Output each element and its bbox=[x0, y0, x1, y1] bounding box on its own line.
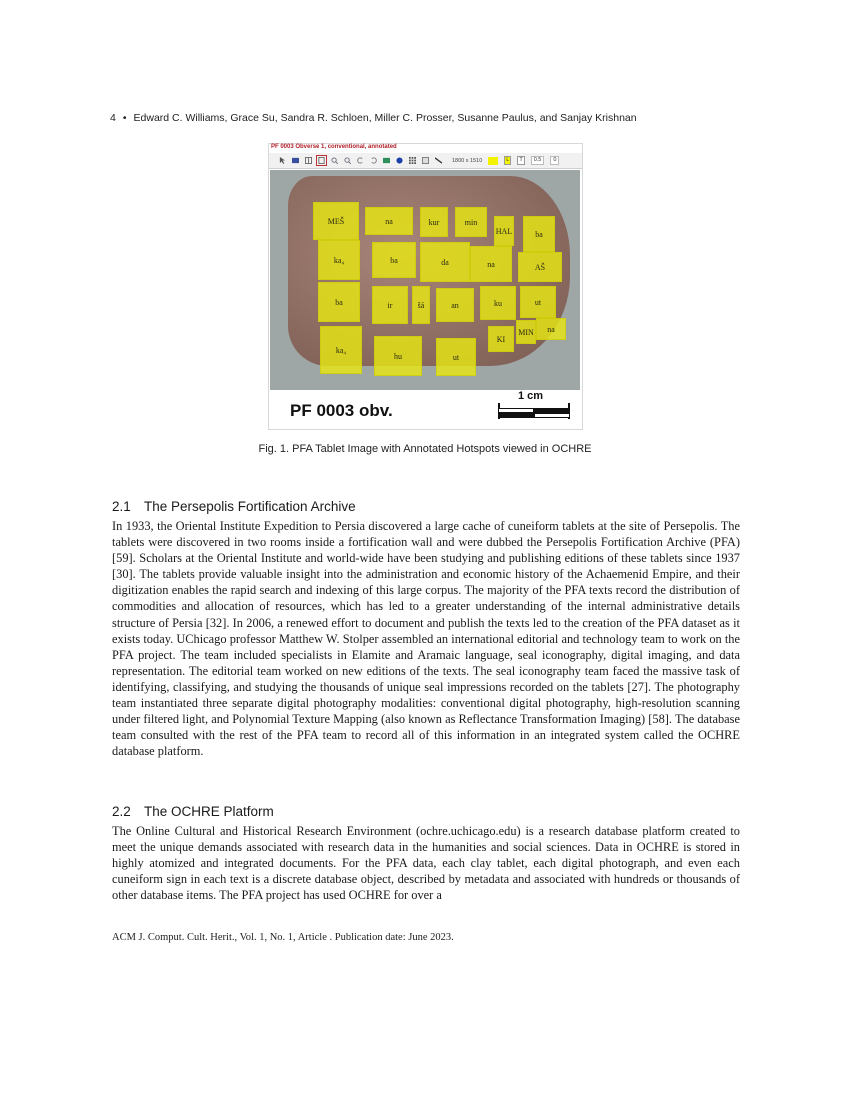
sign-hotspot[interactable]: na bbox=[470, 246, 512, 282]
sign-hotspot[interactable]: ku bbox=[480, 286, 516, 320]
info-icon[interactable] bbox=[396, 157, 403, 164]
section-heading-2-2 bbox=[112, 804, 274, 819]
separator: • bbox=[122, 112, 127, 124]
viewer-title: PF 0003 Obverse 1, conventional, annotated bbox=[271, 144, 397, 150]
tablet-id-label: PF 0003 obv. bbox=[290, 401, 393, 420]
sign-hotspot[interactable]: ka₄ bbox=[320, 326, 362, 374]
sign-hotspot[interactable]: AŠ bbox=[518, 252, 562, 282]
sign-hotspot[interactable]: HAL bbox=[494, 216, 514, 246]
sign-hotspot[interactable]: da bbox=[420, 242, 470, 282]
sign-hotspot[interactable]: ba bbox=[318, 282, 360, 322]
pointer-icon[interactable] bbox=[279, 157, 286, 164]
image-dimensions: 1800 x 1510 bbox=[452, 157, 483, 164]
save-icon[interactable] bbox=[422, 157, 429, 164]
sign-hotspot[interactable]: an bbox=[436, 288, 474, 322]
dots-grid-icon[interactable] bbox=[409, 157, 416, 164]
sign-hotspot[interactable]: ut bbox=[436, 338, 476, 376]
grid-view-icon[interactable] bbox=[305, 157, 312, 164]
highlight-color-swatch[interactable] bbox=[488, 157, 498, 165]
scale-bar bbox=[498, 403, 570, 419]
opacity-stepper[interactable]: 0.5 bbox=[531, 156, 545, 165]
sign-hotspot[interactable]: ir bbox=[372, 286, 408, 324]
sign-hotspot[interactable]: kur bbox=[420, 207, 448, 237]
tablet-photo bbox=[270, 170, 580, 390]
author-list: Edward C. Williams, Grace Su, Sandra R. Schloen, Miller C. Prosser, Susanne Paulus, and Sanjay Krishnan bbox=[133, 112, 637, 124]
sign-hotspot[interactable]: hu bbox=[374, 336, 422, 376]
toggle-text-button[interactable]: T bbox=[519, 157, 523, 163]
sign-hotspot[interactable]: ka₄ bbox=[318, 240, 360, 280]
sign-hotspot[interactable]: na bbox=[536, 318, 566, 340]
rotate-left-icon[interactable] bbox=[357, 157, 364, 164]
section-title: The Persepolis Fortification Archive bbox=[144, 499, 356, 514]
section-heading-2-1 bbox=[112, 499, 356, 514]
sign-hotspot[interactable]: MIN bbox=[516, 320, 536, 344]
section-body-2-2: The Online Cultural and Historical Research Environment (ochre.uchicago.edu) is a research database platform created to meet the unique demands associated with research data in the humanities and social sciences. Data in OCHRE is stored in highly atomized and integrated documents. For the PFA data, each clay tablet, each digital photograph, and even each cuneiform sign in each text is a discrete database object, described by metadata and associated with hundreds or thousands of other database items. The PFA project has used OCHRE for over a bbox=[112, 824, 740, 903]
sign-hotspot[interactable]: min bbox=[455, 207, 487, 237]
section-number: 2.1 bbox=[112, 499, 131, 514]
viewer-toolbar bbox=[269, 153, 582, 169]
running-head bbox=[110, 112, 637, 124]
list-icon[interactable] bbox=[292, 157, 299, 164]
section-title: The OCHRE Platform bbox=[144, 804, 274, 819]
section-body-2-1: In 1933, the Oriental Institute Expedition to Persia discovered a large cache of cuneiform tablets at the site of Persepolis. The tablets were discovered in two rooms inside a fortification wall and were dubbed the Persepolis Fortification Archive (PFA) [59]. Scholars at the Oriental Institute and world-wide have been studying and publishing editions of these tablets since 1937 [30]. The tablets provide valuable insight into the administration and economic history of the Achaemenid Empire, and their digitization enables the rapid search and indexing of this large corpus. The majority of the PFA texts record the distribution of commodities and allocation of resources, which has led to a greater understanding of the internal administrative details structure of Persia [32]. In 2006, a renewed effort to document and publish the texts led to the creation of the PFA dataset as it exists today. UChicago professor Matthew W. Stolper assembled an international editorial and technology team to work on the PFA project. The team included specialists in Elamite and Aramaic language, seal iconography, digital imaging, and data representation. The editorial team worked on new editions of the texts. The seal iconography team faced the massive task of identifying, classifying, and studying the thousands of unique seal impressions recorded on the tablets [27]. The photography team instantiated three separate digital photography modalities: conventional digital photography, high-resolution scanning under filtered light, and Polynomial Texture Mapping (also known as Reflectance Transformation Imaging) [58]. The database team consulted with the rest of the PFA team to record all of this information in an integrated system called the OCHRE database platform. bbox=[112, 519, 740, 759]
figure-ochre-viewer bbox=[268, 143, 583, 430]
sign-hotspot[interactable]: MEŠ bbox=[313, 202, 359, 240]
image-icon[interactable] bbox=[383, 157, 390, 164]
sign-hotspot[interactable]: šá bbox=[412, 286, 430, 324]
sign-hotspot[interactable]: ba bbox=[523, 216, 555, 252]
figure-caption: Fig. 1. PFA Tablet Image with Annotated Hotspots viewed in OCHRE bbox=[258, 443, 592, 455]
toggle-labels-button[interactable]: L bbox=[506, 157, 510, 163]
zoom-in-icon[interactable] bbox=[331, 157, 338, 164]
sign-hotspot[interactable]: na bbox=[365, 207, 413, 235]
zoom-out-icon[interactable] bbox=[344, 157, 351, 164]
line-tool-icon[interactable] bbox=[435, 157, 442, 164]
photo-label-bar bbox=[270, 390, 580, 428]
rotate-right-icon[interactable] bbox=[370, 157, 377, 164]
sign-hotspot[interactable]: ba bbox=[372, 242, 416, 278]
sign-hotspot[interactable]: KI bbox=[488, 326, 514, 352]
page-number: 4 bbox=[110, 112, 116, 124]
offset-stepper[interactable]: 0 bbox=[550, 156, 559, 165]
page-footer: ACM J. Comput. Cult. Herit., Vol. 1, No. 1, Article . Publication date: June 2023. bbox=[112, 932, 454, 943]
scale-label: 1 cm bbox=[518, 390, 544, 402]
sign-hotspot[interactable]: ut bbox=[520, 286, 556, 318]
section-number: 2.2 bbox=[112, 804, 131, 819]
page-view-icon[interactable] bbox=[318, 157, 325, 164]
